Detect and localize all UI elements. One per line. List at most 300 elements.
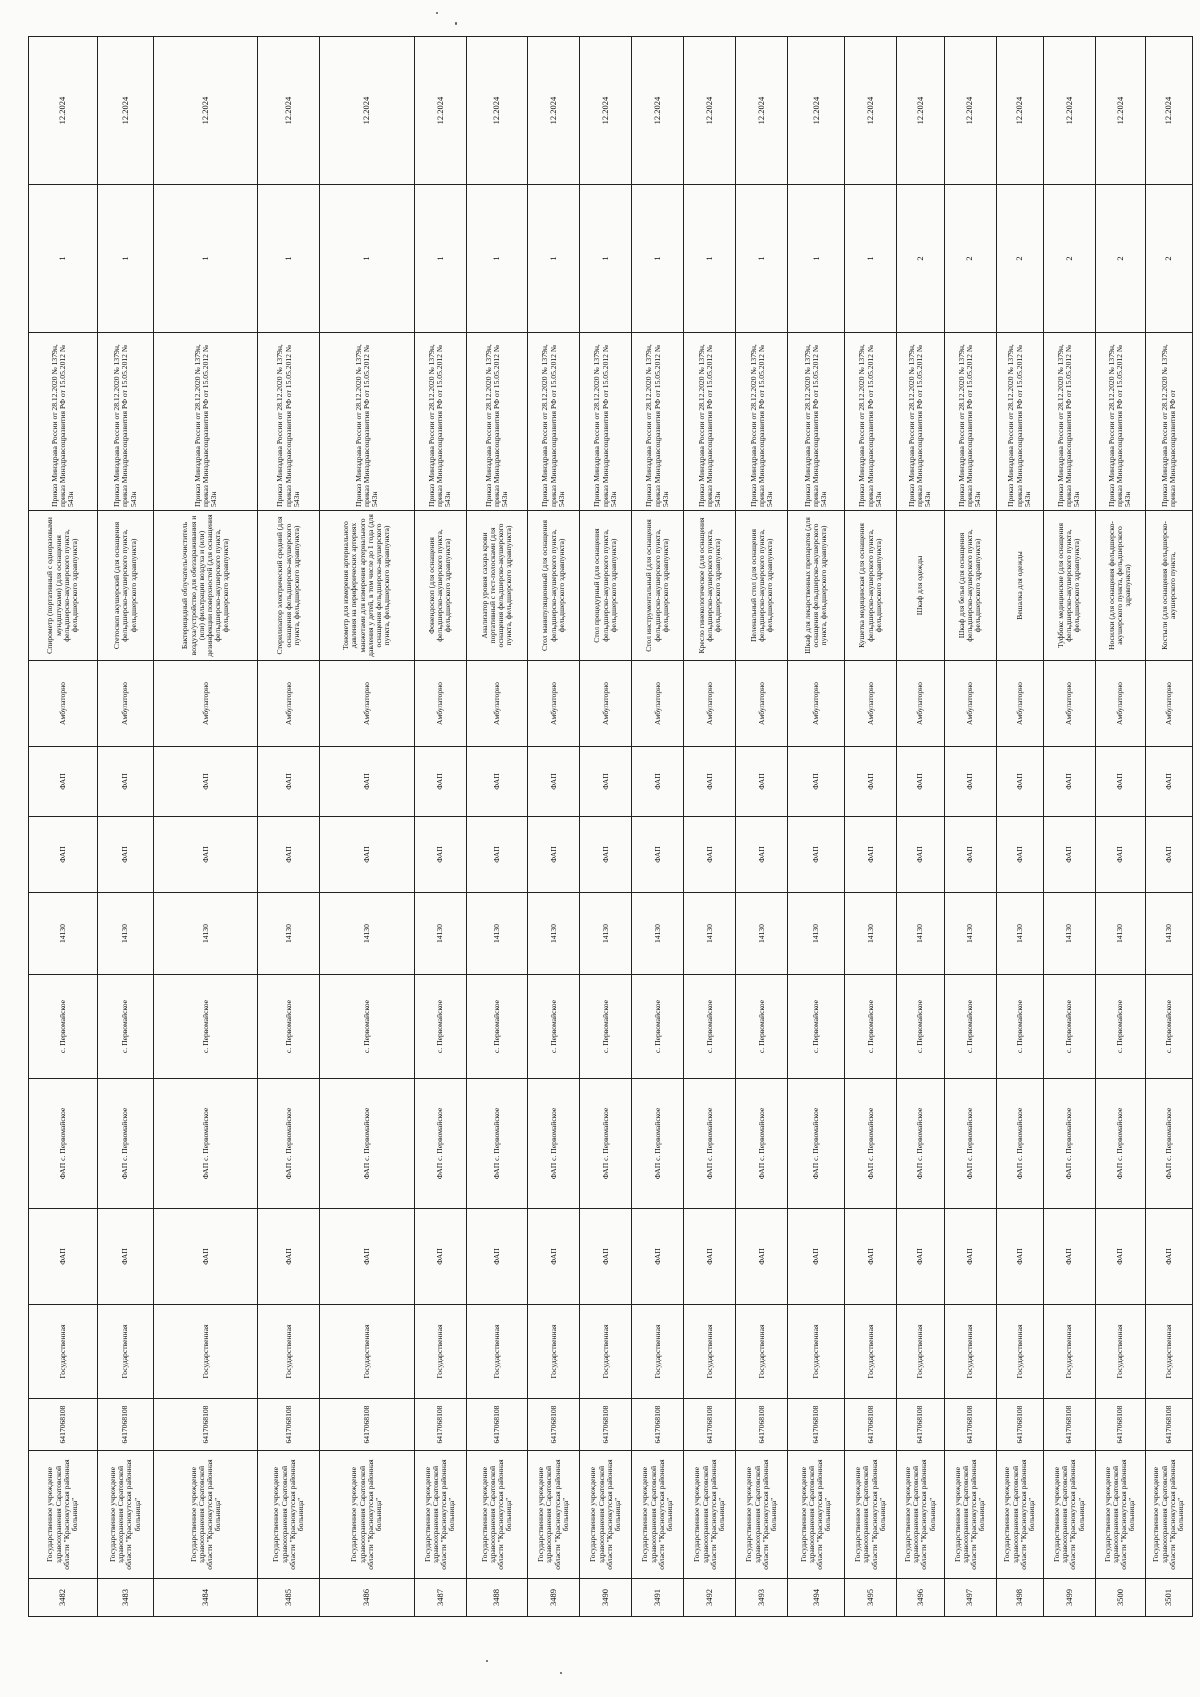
cell-care-type: Амбулаторно xyxy=(580,661,632,747)
cell-facility-name: ФАП с. Первомайское xyxy=(29,1079,98,1209)
cell-unit: ФАП xyxy=(466,747,528,817)
cell-unit: ФАП xyxy=(897,747,944,817)
cell-facility-name: ФАП с. Первомайское xyxy=(258,1079,320,1209)
table-row xyxy=(29,37,98,1617)
cell-legal-basis: Приказ Минздрава России от 28.12.2020 № 1379н, приказ Минздравсоцразвития РФ от 15.05.2012 № 543н xyxy=(944,333,996,511)
cell-date: 12.2024 xyxy=(684,37,736,185)
cell-organization: Государственное учреждение здравоохранения Саратовской области "Краснокутская районная больница" xyxy=(580,1451,632,1579)
cell-facility-name: ФАП с. Первомайское xyxy=(944,1079,996,1209)
cell-care-type: Амбулаторно xyxy=(632,661,684,747)
cell-date: 12.2024 xyxy=(1145,37,1192,185)
rotated-table-container xyxy=(28,37,1193,1617)
cell-legal-basis: Приказ Минздрава России от 28.12.2020 № 1379н, приказ Минздравсоцразвития РФ от 15.05.2012 № 543н xyxy=(632,333,684,511)
cell-quantity: 1 xyxy=(466,185,528,333)
cell-date: 12.2024 xyxy=(845,37,897,185)
cell-facility-type: ФАП xyxy=(1095,1209,1145,1305)
cell-equipment: Стерилизатор электрический средний (для оснащения фельдшерско-акушерского пункта, фельдшерского здравпункта) xyxy=(258,511,320,661)
cell-facility-type: ФАП xyxy=(788,1209,845,1305)
cell-organization: Государственное учреждение здравоохранения Саратовской области "Краснокутская районная больница" xyxy=(632,1451,684,1579)
cell-locality: с. Первомайское xyxy=(258,975,320,1079)
cell-quantity: 1 xyxy=(319,185,414,333)
cell-unit: ФАП xyxy=(736,747,788,817)
cell-inn: 6417068108 xyxy=(414,1399,466,1451)
cell-date: 12.2024 xyxy=(528,37,580,185)
cell-legal-basis: Приказ Минздрава России от 28.12.2020 № 1379н, приказ Минздравсоцразвития РФ от xyxy=(1145,333,1192,511)
cell-equipment: Шкаф для лекарственных препаратов (для оснащения фельдшерско-акушерского пункта, фельдшерского здравпункта) xyxy=(788,511,845,661)
cell-ownership: Государственная xyxy=(1043,1305,1095,1399)
cell-subtype: ФАП xyxy=(528,817,580,893)
cell-legal-basis: Приказ Минздрава России от 28.12.2020 № 1379н, приказ Минздравсоцразвития РФ от 15.05.2012 № 543н xyxy=(684,333,736,511)
cell-care-type: Амбулаторно xyxy=(684,661,736,747)
cell-quantity: 2 xyxy=(1095,185,1145,333)
cell-subtype: ФАП xyxy=(684,817,736,893)
cell-legal-basis: Приказ Минздрава России от 28.12.2020 № 1379н, приказ Минздравсоцразвития РФ от 15.05.2012 № 543н xyxy=(1043,333,1095,511)
cell-organization: Государственное учреждение здравоохранения Саратовской области "Краснокутская районная больница" xyxy=(528,1451,580,1579)
cell-ownership: Государственная xyxy=(897,1305,944,1399)
cell-equipment: Стетоскоп акушерский (для оснащения фельдшерско-акушерского пункта, фельдшерского здравпункта) xyxy=(97,511,154,661)
cell-legal-basis: Приказ Минздрава России от 28.12.2020 № 1379н, приказ Минздравсоцразвития РФ от 15.05.2012 № 543н xyxy=(897,333,944,511)
cell-quantity: 1 xyxy=(845,185,897,333)
cell-subtype: ФАП xyxy=(845,817,897,893)
cell-row-number: 3484 xyxy=(154,1579,258,1617)
table-row xyxy=(97,37,154,1617)
cell-equipment: Шкаф для белья (для оснащения фельдшерско-акушерского пункта, фельдшерского здравпункта) xyxy=(944,511,996,661)
cell-code: 14130 xyxy=(258,893,320,975)
cell-row-number: 3493 xyxy=(736,1579,788,1617)
table-body xyxy=(29,37,1193,1617)
cell-subtype: ФАП xyxy=(97,817,154,893)
cell-equipment: Тонометр для измерения артериального давления на периферических артериях манжетами для измерения артериального давления у детей, в том числе до 1 года (для оснащения фельдшерско-акушерского пункта, фельдшерского здравпункта) xyxy=(319,511,414,661)
cell-code: 14130 xyxy=(736,893,788,975)
cell-code: 14130 xyxy=(580,893,632,975)
cell-unit: ФАП xyxy=(845,747,897,817)
cell-unit: ФАП xyxy=(528,747,580,817)
cell-row-number: 3488 xyxy=(466,1579,528,1617)
cell-code: 14130 xyxy=(319,893,414,975)
cell-subtype: ФАП xyxy=(154,817,258,893)
cell-ownership: Государственная xyxy=(996,1305,1043,1399)
cell-organization: Государственное учреждение здравоохранения Саратовской области "Краснокутская районная больница" xyxy=(29,1451,98,1579)
cell-ownership: Государственная xyxy=(736,1305,788,1399)
cell-facility-name: ФАП с. Первомайское xyxy=(414,1079,466,1209)
cell-locality: с. Первомайское xyxy=(1043,975,1095,1079)
cell-organization: Государственное учреждение здравоохранения Саратовской области "Краснокутская районная больница" xyxy=(1095,1451,1145,1579)
cell-facility-type: ФАП xyxy=(944,1209,996,1305)
cell-facility-name: ФАП с. Первомайское xyxy=(154,1079,258,1209)
cell-row-number: 3487 xyxy=(414,1579,466,1617)
cell-code: 14130 xyxy=(154,893,258,975)
cell-code: 14130 xyxy=(29,893,98,975)
cell-facility-type: ФАП xyxy=(1043,1209,1095,1305)
cell-ownership: Государственная xyxy=(1095,1305,1145,1399)
cell-inn: 6417068108 xyxy=(845,1399,897,1451)
cell-locality: с. Первомайское xyxy=(944,975,996,1079)
cell-organization: Государственное учреждение здравоохранения Саратовской области "Краснокутская районная больница" xyxy=(897,1451,944,1579)
cell-unit: ФАП xyxy=(996,747,1043,817)
cell-equipment: Туфбокс медицинские (для оснащения фельдшерско-акушерского пункта, фельдшерского здравпункта) xyxy=(1043,511,1095,661)
cell-ownership: Государственная xyxy=(466,1305,528,1399)
cell-inn: 6417068108 xyxy=(466,1399,528,1451)
cell-inn: 6417068108 xyxy=(996,1399,1043,1451)
cell-code: 14130 xyxy=(944,893,996,975)
cell-code: 14130 xyxy=(97,893,154,975)
cell-subtype: ФАП xyxy=(319,817,414,893)
equipment-register-table xyxy=(28,36,1193,1617)
cell-unit: ФАП xyxy=(258,747,320,817)
cell-legal-basis: Приказ Минздрава России от 28.12.2020 № 1379н, приказ Минздравсоцразвития РФ от 15.05.2012 № 543н xyxy=(154,333,258,511)
cell-facility-type: ФАП xyxy=(845,1209,897,1305)
cell-unit: ФАП xyxy=(414,747,466,817)
cell-ownership: Государственная xyxy=(528,1305,580,1399)
cell-inn: 6417068108 xyxy=(632,1399,684,1451)
cell-locality: с. Первомайское xyxy=(632,975,684,1079)
cell-locality: с. Первомайское xyxy=(414,975,466,1079)
cell-code: 14130 xyxy=(1095,893,1145,975)
cell-date: 12.2024 xyxy=(944,37,996,185)
cell-row-number: 3483 xyxy=(97,1579,154,1617)
cell-equipment: Вешалка для одежды xyxy=(996,511,1043,661)
cell-code: 14130 xyxy=(466,893,528,975)
cell-facility-name: ФАП с. Первомайское xyxy=(736,1079,788,1209)
cell-locality: с. Первомайское xyxy=(154,975,258,1079)
cell-equipment: Кушетка медицинская (для оснащения фельдшерско-акушерского пункта, фельдшерского здравпункта) xyxy=(845,511,897,661)
cell-row-number: 3491 xyxy=(632,1579,684,1617)
cell-date: 12.2024 xyxy=(258,37,320,185)
cell-ownership: Государственная xyxy=(258,1305,320,1399)
cell-code: 14130 xyxy=(897,893,944,975)
cell-quantity: 1 xyxy=(684,185,736,333)
cell-ownership: Государственная xyxy=(845,1305,897,1399)
cell-ownership: Государственная xyxy=(97,1305,154,1399)
scan-speck xyxy=(486,1660,488,1662)
cell-subtype: ФАП xyxy=(632,817,684,893)
cell-subtype: ФАП xyxy=(996,817,1043,893)
cell-unit: ФАП xyxy=(684,747,736,817)
cell-date: 12.2024 xyxy=(97,37,154,185)
cell-subtype: ФАП xyxy=(1145,817,1192,893)
cell-locality: с. Первомайское xyxy=(580,975,632,1079)
cell-ownership: Государственная xyxy=(29,1305,98,1399)
cell-facility-name: ФАП с. Первомайское xyxy=(1145,1079,1192,1209)
cell-care-type: Амбулаторно xyxy=(414,661,466,747)
table-row xyxy=(736,37,788,1617)
cell-care-type: Амбулаторно xyxy=(1095,661,1145,747)
cell-facility-type: ФАП xyxy=(1145,1209,1192,1305)
cell-quantity: 2 xyxy=(897,185,944,333)
cell-organization: Государственное учреждение здравоохранения Саратовской области "Краснокутская районная больница" xyxy=(996,1451,1043,1579)
cell-date: 12.2024 xyxy=(414,37,466,185)
cell-organization: Государственное учреждение здравоохранения Саратовской области "Краснокутская районная больница" xyxy=(414,1451,466,1579)
cell-subtype: ФАП xyxy=(258,817,320,893)
table-row xyxy=(154,37,258,1617)
cell-organization: Государственное учреждение здравоохранения Саратовской области "Краснокутская районная больница" xyxy=(154,1451,258,1579)
cell-legal-basis: Приказ Минздрава России от 28.12.2020 № 1379н, приказ Минздравсоцразвития РФ от 15.05.2012 № 543н xyxy=(845,333,897,511)
cell-date: 12.2024 xyxy=(788,37,845,185)
cell-subtype: ФАП xyxy=(414,817,466,893)
cell-unit: ФАП xyxy=(97,747,154,817)
table-row xyxy=(788,37,845,1617)
cell-row-number: 3496 xyxy=(897,1579,944,1617)
cell-facility-type: ФАП xyxy=(580,1209,632,1305)
cell-care-type: Амбулаторно xyxy=(996,661,1043,747)
cell-care-type: Амбулаторно xyxy=(466,661,528,747)
cell-subtype: ФАП xyxy=(580,817,632,893)
cell-row-number: 3485 xyxy=(258,1579,320,1617)
cell-locality: с. Первомайское xyxy=(845,975,897,1079)
table-row xyxy=(1145,37,1192,1617)
table-row xyxy=(1095,37,1145,1617)
cell-organization: Государственное учреждение здравоохранения Саратовской области "Краснокутская районная больница" xyxy=(466,1451,528,1579)
cell-organization: Государственное учреждение здравоохранения Саратовской области "Краснокутская районная больница" xyxy=(944,1451,996,1579)
cell-equipment: Фонендоскоп (для оснащения фельдшерско-акушерского пункта, фельдшерского здравпункта) xyxy=(414,511,466,661)
cell-legal-basis: Приказ Минздрава России от 28.12.2020 № 1379н, приказ Минздравсоцразвития РФ от 15.05.2012 № 543н xyxy=(258,333,320,511)
cell-quantity: 2 xyxy=(996,185,1043,333)
cell-date: 12.2024 xyxy=(154,37,258,185)
cell-legal-basis: Приказ Минздрава России от 28.12.2020 № 1379н, приказ Минздравсоцразвития РФ от 15.05.2012 № 543н xyxy=(528,333,580,511)
cell-inn: 6417068108 xyxy=(788,1399,845,1451)
cell-row-number: 3490 xyxy=(580,1579,632,1617)
cell-row-number: 3494 xyxy=(788,1579,845,1617)
cell-code: 14130 xyxy=(632,893,684,975)
cell-date: 12.2024 xyxy=(996,37,1043,185)
cell-inn: 6417068108 xyxy=(736,1399,788,1451)
table-row xyxy=(1043,37,1095,1617)
table-row xyxy=(996,37,1043,1617)
cell-equipment: Шкаф для одежды xyxy=(897,511,944,661)
cell-date: 12.2024 xyxy=(897,37,944,185)
cell-ownership: Государственная xyxy=(414,1305,466,1399)
cell-quantity: 1 xyxy=(97,185,154,333)
cell-ownership: Государственная xyxy=(154,1305,258,1399)
cell-facility-type: ФАП xyxy=(97,1209,154,1305)
table-row xyxy=(466,37,528,1617)
cell-date: 12.2024 xyxy=(466,37,528,185)
cell-equipment: Стол манипуляционный (для оснащения фельдшерско-акушерского пункта, фельдшерского здравпункта) xyxy=(528,511,580,661)
cell-facility-name: ФАП с. Первомайское xyxy=(897,1079,944,1209)
cell-quantity: 1 xyxy=(29,185,98,333)
cell-unit: ФАП xyxy=(1043,747,1095,817)
cell-facility-name: ФАП с. Первомайское xyxy=(1043,1079,1095,1209)
table-row xyxy=(897,37,944,1617)
cell-unit: ФАП xyxy=(944,747,996,817)
table-row xyxy=(845,37,897,1617)
cell-facility-type: ФАП xyxy=(684,1209,736,1305)
cell-locality: с. Первомайское xyxy=(1145,975,1192,1079)
cell-legal-basis: Приказ Минздрава России от 28.12.2020 № 1379н, приказ Минздравсоцразвития РФ от 15.05.2012 № 543н xyxy=(414,333,466,511)
cell-locality: с. Первомайское xyxy=(97,975,154,1079)
cell-equipment: Спирометр (портативный с одноразовыми мундштуками) (для оснащения фельдшерско-акушерского пункта, фельдшерского здравпункта) xyxy=(29,511,98,661)
cell-inn: 6417068108 xyxy=(319,1399,414,1451)
cell-row-number: 3501 xyxy=(1145,1579,1192,1617)
cell-unit: ФАП xyxy=(1095,747,1145,817)
cell-legal-basis: Приказ Минздрава России от 28.12.2020 № 1379н, приказ Минздравсоцразвития РФ от 15.05.2012 № 543н xyxy=(1095,333,1145,511)
cell-organization: Государственное учреждение здравоохранения Саратовской области "Краснокутская районная больница" xyxy=(845,1451,897,1579)
cell-inn: 6417068108 xyxy=(1043,1399,1095,1451)
cell-organization: Государственное учреждение здравоохранения Саратовской области "Краснокутская районная больница" xyxy=(319,1451,414,1579)
cell-locality: с. Первомайское xyxy=(684,975,736,1079)
cell-facility-type: ФАП xyxy=(154,1209,258,1305)
cell-organization: Государственное учреждение здравоохранения Саратовской области "Краснокутская районная больница" xyxy=(684,1451,736,1579)
cell-quantity: 1 xyxy=(154,185,258,333)
cell-facility-name: ФАП с. Первомайское xyxy=(319,1079,414,1209)
cell-ownership: Государственная xyxy=(632,1305,684,1399)
cell-quantity: 1 xyxy=(528,185,580,333)
cell-inn: 6417068108 xyxy=(528,1399,580,1451)
cell-care-type: Амбулаторно xyxy=(154,661,258,747)
cell-facility-type: ФАП xyxy=(414,1209,466,1305)
cell-inn: 6417068108 xyxy=(29,1399,98,1451)
cell-legal-basis: Приказ Минздрава России от 28.12.2020 № 1379н, приказ Минздравсоцразвития РФ от 15.05.2012 № 543н xyxy=(580,333,632,511)
table-row xyxy=(414,37,466,1617)
cell-ownership: Государственная xyxy=(580,1305,632,1399)
cell-subtype: ФАП xyxy=(1095,817,1145,893)
cell-legal-basis: Приказ Минздрава России от 28.12.2020 № 1379н, приказ Минздравсоцразвития РФ от 15.05.2012 № 543н xyxy=(29,333,98,511)
cell-code: 14130 xyxy=(1043,893,1095,975)
cell-legal-basis: Приказ Минздрава России от 28.12.2020 № 1379н, приказ Минздравсоцразвития РФ от 15.05.2012 № 543н xyxy=(736,333,788,511)
scan-speck xyxy=(436,12,438,14)
cell-inn: 6417068108 xyxy=(897,1399,944,1451)
cell-inn: 6417068108 xyxy=(258,1399,320,1451)
cell-care-type: Амбулаторно xyxy=(97,661,154,747)
cell-care-type: Амбулаторно xyxy=(736,661,788,747)
table-row xyxy=(258,37,320,1617)
cell-locality: с. Первомайское xyxy=(996,975,1043,1079)
cell-organization: Государственное учреждение здравоохранения Саратовской области "Краснокутская районная больница" xyxy=(97,1451,154,1579)
table-row xyxy=(580,37,632,1617)
cell-quantity: 2 xyxy=(1043,185,1095,333)
cell-equipment: Костыли (для оснащения фельдшерско-акушерского пункта, xyxy=(1145,511,1192,661)
cell-unit: ФАП xyxy=(29,747,98,817)
cell-row-number: 3497 xyxy=(944,1579,996,1617)
cell-facility-name: ФАП с. Первомайское xyxy=(684,1079,736,1209)
cell-facility-name: ФАП с. Первомайское xyxy=(580,1079,632,1209)
cell-equipment: Анализатор уровня сахара крови портативный с тест-полосками (для оснащения фельдшерско-акушерского пункта, фельдшерского здравпункта) xyxy=(466,511,528,661)
cell-inn: 6417068108 xyxy=(944,1399,996,1451)
cell-quantity: 1 xyxy=(736,185,788,333)
cell-facility-type: ФАП xyxy=(897,1209,944,1305)
cell-inn: 6417068108 xyxy=(580,1399,632,1451)
cell-facility-name: ФАП с. Первомайское xyxy=(996,1079,1043,1209)
cell-subtype: ФАП xyxy=(466,817,528,893)
cell-row-number: 3492 xyxy=(684,1579,736,1617)
cell-inn: 6417068108 xyxy=(1095,1399,1145,1451)
cell-legal-basis: Приказ Минздрава России от 28.12.2020 № 1379н, приказ Минздравсоцразвития РФ от 15.05.2012 № 543н xyxy=(97,333,154,511)
cell-quantity: 1 xyxy=(632,185,684,333)
cell-facility-name: ФАП с. Первомайское xyxy=(528,1079,580,1209)
cell-care-type: Амбулаторно xyxy=(1145,661,1192,747)
cell-subtype: ФАП xyxy=(944,817,996,893)
cell-subtype: ФАП xyxy=(1043,817,1095,893)
cell-equipment: Кресло гинекологическое (для оснащения фельдшерско-акушерского пункта, фельдшерского здравпункта) xyxy=(684,511,736,661)
cell-locality: с. Первомайское xyxy=(466,975,528,1079)
cell-code: 14130 xyxy=(414,893,466,975)
cell-legal-basis: Приказ Минздрава России от 28.12.2020 № 1379н, приказ Минздравсоцразвития РФ от 15.05.2012 № 543н xyxy=(788,333,845,511)
scan-speck xyxy=(560,1672,562,1674)
cell-quantity: 1 xyxy=(788,185,845,333)
cell-facility-type: ФАП xyxy=(996,1209,1043,1305)
table-row xyxy=(684,37,736,1617)
cell-code: 14130 xyxy=(684,893,736,975)
cell-subtype: ФАП xyxy=(736,817,788,893)
cell-code: 14130 xyxy=(996,893,1043,975)
cell-unit: ФАП xyxy=(154,747,258,817)
cell-locality: с. Первомайское xyxy=(319,975,414,1079)
cell-locality: с. Первомайское xyxy=(897,975,944,1079)
cell-ownership: Государственная xyxy=(684,1305,736,1399)
cell-facility-type: ФАП xyxy=(632,1209,684,1305)
cell-equipment: Стол процедурный (для оснащения фельдшерско-акушерского пункта, фельдшерского здравпункта) xyxy=(580,511,632,661)
cell-ownership: Государственная xyxy=(788,1305,845,1399)
cell-inn: 6417068108 xyxy=(1145,1399,1192,1451)
scan-speck xyxy=(455,22,457,25)
cell-organization: Государственное учреждение здравоохранения Саратовской области "Краснокутская районная больница" xyxy=(258,1451,320,1579)
cell-subtype: ФАП xyxy=(897,817,944,893)
cell-facility-type: ФАП xyxy=(29,1209,98,1305)
cell-unit: ФАП xyxy=(632,747,684,817)
table-row xyxy=(528,37,580,1617)
cell-equipment: Носилки (для оснащения фельдшерско-акушерского пункта, фельдшерского здравпункта) xyxy=(1095,511,1145,661)
cell-subtype: ФАП xyxy=(29,817,98,893)
cell-date: 12.2024 xyxy=(580,37,632,185)
cell-unit: ФАП xyxy=(580,747,632,817)
cell-subtype: ФАП xyxy=(788,817,845,893)
cell-facility-type: ФАП xyxy=(736,1209,788,1305)
cell-organization: Государственное учреждение здравоохранения Саратовской области "Краснокутская районная больница" xyxy=(736,1451,788,1579)
cell-ownership: Государственная xyxy=(1145,1305,1192,1399)
cell-code: 14130 xyxy=(528,893,580,975)
cell-locality: с. Первомайское xyxy=(1095,975,1145,1079)
cell-date: 12.2024 xyxy=(736,37,788,185)
cell-organization: Государственное учреждение здравоохранения Саратовской области "Краснокутская районная больница" xyxy=(788,1451,845,1579)
cell-care-type: Амбулаторно xyxy=(845,661,897,747)
cell-quantity: 2 xyxy=(944,185,996,333)
cell-unit: ФАП xyxy=(319,747,414,817)
cell-legal-basis: Приказ Минздрава России от 28.12.2020 № 1379н, приказ Минздравсоцразвития РФ от 15.05.2012 № 543н xyxy=(996,333,1043,511)
cell-locality: с. Первомайское xyxy=(736,975,788,1079)
cell-facility-name: ФАП с. Первомайское xyxy=(1095,1079,1145,1209)
cell-organization: Государственное учреждение здравоохранения Саратовской области "Краснокутская районная больница" xyxy=(1145,1451,1192,1579)
cell-legal-basis: Приказ Минздрава России от 28.12.2020 № 1379н, приказ Минздравсоцразвития РФ от 15.05.2012 № 543н xyxy=(466,333,528,511)
cell-row-number: 3498 xyxy=(996,1579,1043,1617)
cell-ownership: Государственная xyxy=(944,1305,996,1399)
cell-organization: Государственное учреждение здравоохранения Саратовской области "Краснокутская районная больница" xyxy=(1043,1451,1095,1579)
cell-date: 12.2024 xyxy=(1043,37,1095,185)
cell-quantity: 1 xyxy=(258,185,320,333)
cell-quantity: 1 xyxy=(414,185,466,333)
cell-care-type: Амбулаторно xyxy=(29,661,98,747)
cell-facility-name: ФАП с. Первомайское xyxy=(845,1079,897,1209)
cell-code: 14130 xyxy=(845,893,897,975)
cell-row-number: 3495 xyxy=(845,1579,897,1617)
cell-row-number: 3500 xyxy=(1095,1579,1145,1617)
cell-ownership: Государственная xyxy=(319,1305,414,1399)
cell-facility-name: ФАП с. Первомайское xyxy=(466,1079,528,1209)
cell-equipment: Стол инструментальный (для оснащения фельдшерско-акушерского пункта, фельдшерского здравпункта) xyxy=(632,511,684,661)
cell-inn: 6417068108 xyxy=(684,1399,736,1451)
cell-care-type: Амбулаторно xyxy=(944,661,996,747)
cell-locality: с. Первомайское xyxy=(788,975,845,1079)
cell-facility-type: ФАП xyxy=(319,1209,414,1305)
cell-facility-type: ФАП xyxy=(258,1209,320,1305)
cell-date: 12.2024 xyxy=(632,37,684,185)
cell-locality: с. Первомайское xyxy=(528,975,580,1079)
cell-care-type: Амбулаторно xyxy=(1043,661,1095,747)
cell-care-type: Амбулаторно xyxy=(258,661,320,747)
cell-care-type: Амбулаторно xyxy=(897,661,944,747)
cell-code: 14130 xyxy=(1145,893,1192,975)
cell-locality: с. Первомайское xyxy=(29,975,98,1079)
cell-care-type: Амбулаторно xyxy=(319,661,414,747)
